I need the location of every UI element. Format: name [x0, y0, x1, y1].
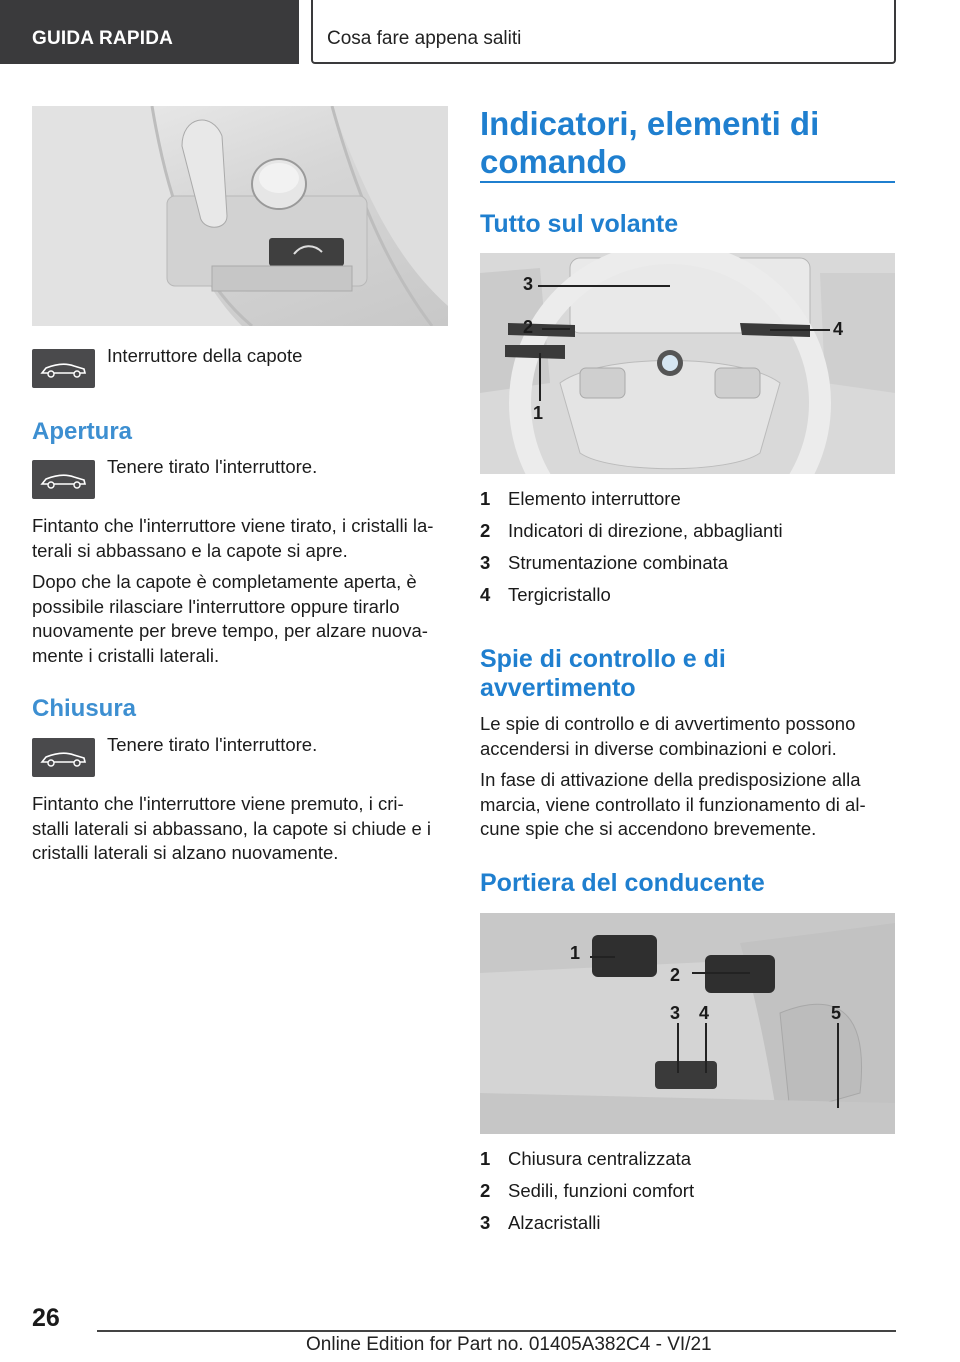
legend-label: Chiusura centralizzata — [508, 1148, 692, 1169]
callout-2: 2 — [523, 317, 534, 337]
driver-door-photo — [480, 913, 895, 1134]
legend-label: Tergicristallo — [508, 584, 611, 605]
legend-number: 3 — [480, 552, 491, 573]
title-divider — [480, 181, 895, 183]
text-line: Fintanto che l'interruttore viene premuto, i cri- — [32, 793, 404, 814]
callout-1: 1 — [533, 403, 544, 423]
text-line: possibile rilasciare l'interruttore oppure tirarlo — [32, 595, 400, 617]
text-line: In fase di attivazione della predisposizione alla — [480, 769, 861, 790]
spie-paragraph-1 — [480, 712, 855, 761]
callout-4: 4 — [833, 319, 844, 339]
console-photo — [32, 106, 448, 326]
apertura-paragraph-1 — [32, 514, 433, 563]
switch-caption: Interruttore della capote — [107, 345, 303, 366]
title-line: Indicatori, elementi di — [480, 105, 820, 142]
footer-divider — [97, 1330, 896, 1332]
portiera-legend — [480, 1143, 900, 1239]
heading-line: Spie di controllo e di — [480, 645, 726, 673]
portiera-heading: Portiera del conducente — [480, 869, 765, 897]
text-line: mente i cristalli laterali. — [32, 644, 220, 666]
text-line: stalli laterali si abbassano, la capote si chiude e i — [32, 817, 432, 839]
apertura-icon-text: Tenere tirato l'interruttore. — [107, 456, 318, 477]
callout-3: 3 — [670, 1003, 681, 1023]
text-line: cune spie che si accendono brevemente. — [480, 818, 817, 839]
callout-1: 1 — [570, 943, 581, 963]
text-line: nuovamente per breve tempo, per alzare nuova- — [32, 620, 428, 641]
heading-line: avvertimento — [480, 674, 636, 702]
legend-label: Alzacristalli — [508, 1212, 601, 1233]
legend-item — [480, 579, 900, 611]
callout-5: 5 — [831, 1003, 842, 1023]
convertible-top-icon — [32, 349, 95, 388]
footer-edition: Online Edition for Part no. 01405A382C4 - VI/21 — [306, 1334, 712, 1355]
legend-item — [480, 547, 900, 579]
header-chapter-label: Cosa fare appena saliti — [327, 28, 522, 49]
text-line: cristalli laterali si alzano nuovamente. — [32, 842, 339, 863]
page-title — [480, 105, 819, 181]
header-section-label: GUIDA RAPIDA — [32, 28, 174, 49]
text-line: marcia, viene controllato il funzionamento di al- — [480, 793, 866, 815]
header-chapter-tab — [311, 0, 896, 64]
text-line: Le spie di controllo e di avvertimento possono — [480, 713, 856, 734]
legend-number: 3 — [480, 1212, 491, 1233]
callout-2: 2 — [670, 965, 681, 985]
legend-number: 2 — [480, 1180, 491, 1201]
apertura-heading: Apertura — [32, 418, 133, 445]
title-line: comando — [480, 143, 627, 180]
apertura-paragraph-2 — [32, 570, 428, 668]
text-line: accendersi in diverse combinazioni e colori. — [480, 737, 837, 759]
callout-4: 4 — [699, 1003, 710, 1023]
legend-label: Indicatori di direzione, abbaglianti — [508, 520, 783, 541]
page-number: 26 — [32, 1304, 60, 1332]
callout-3: 3 — [523, 274, 534, 294]
legend-number: 2 — [480, 520, 491, 541]
header-section-tab — [0, 0, 299, 64]
legend-item — [480, 1143, 900, 1175]
legend-label: Strumentazione combinata — [508, 552, 729, 573]
convertible-top-icon — [32, 738, 95, 777]
legend-item — [480, 1207, 900, 1239]
text-line: terali si abbassano e la capote si apre. — [32, 539, 348, 561]
legend-number: 4 — [480, 584, 491, 605]
volante-legend — [480, 483, 900, 611]
legend-label: Sedili, funzioni comfort — [508, 1180, 695, 1201]
chiusura-paragraph-1 — [32, 792, 431, 866]
convertible-top-icon — [32, 460, 95, 499]
spie-heading — [480, 645, 726, 703]
legend-item — [480, 515, 900, 547]
legend-label: Elemento interruttore — [508, 488, 681, 509]
legend-number: 1 — [480, 1148, 491, 1169]
volante-heading: Tutto sul volante — [480, 210, 679, 238]
legend-item — [480, 1175, 900, 1207]
legend-number: 1 — [480, 488, 491, 509]
text-line: Dopo che la capote è completamente aperta, è — [32, 571, 417, 592]
chiusura-heading: Chiusura — [32, 695, 137, 722]
chiusura-icon-text: Tenere tirato l'interruttore. — [107, 734, 318, 755]
spie-paragraph-2 — [480, 768, 866, 842]
legend-item — [480, 483, 900, 515]
steering-wheel-photo — [480, 253, 895, 474]
text-line: Fintanto che l'interruttore viene tirato, i cristalli la- — [32, 515, 434, 536]
